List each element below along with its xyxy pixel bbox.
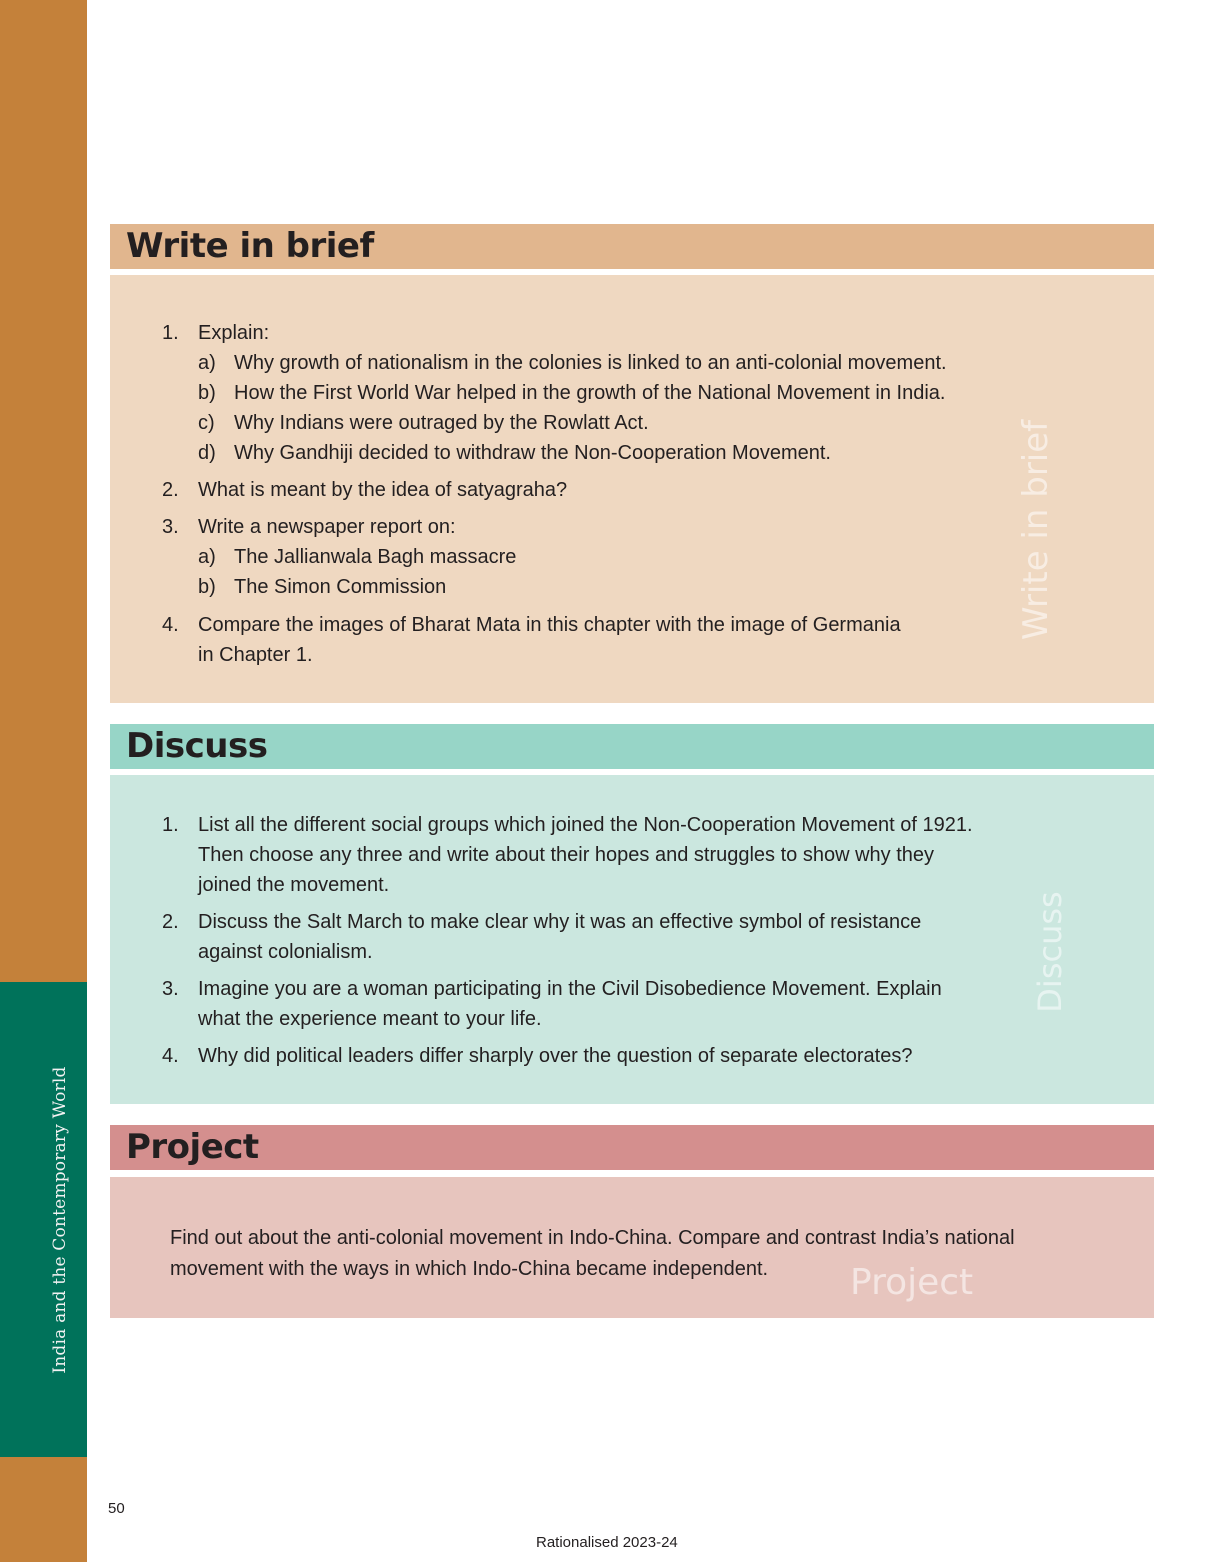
book-title: India and the Contemporary World	[50, 1066, 70, 1374]
project-watermark: Project	[850, 1262, 974, 1303]
discuss-watermark: Discuss	[1031, 891, 1069, 1013]
edition-label: Rationalised 2023-24	[536, 1534, 678, 1551]
write-in-brief-heading: Write in brief	[110, 224, 1154, 269]
project-description	[170, 1223, 1130, 1285]
write-in-brief-watermark: Write in brief	[1016, 419, 1056, 641]
project-line-1: Find out about the anti-colonial movement in Indo-China. Compare and contrast India’s national	[170, 1227, 1015, 1249]
page-number: 50	[108, 1500, 125, 1517]
project-heading: Project	[110, 1125, 1154, 1170]
project-line-2: movement with the ways in which Indo-China became independent.	[170, 1258, 769, 1280]
discuss-heading: Discuss	[110, 724, 1154, 769]
spine-title-panel	[0, 982, 87, 1457]
